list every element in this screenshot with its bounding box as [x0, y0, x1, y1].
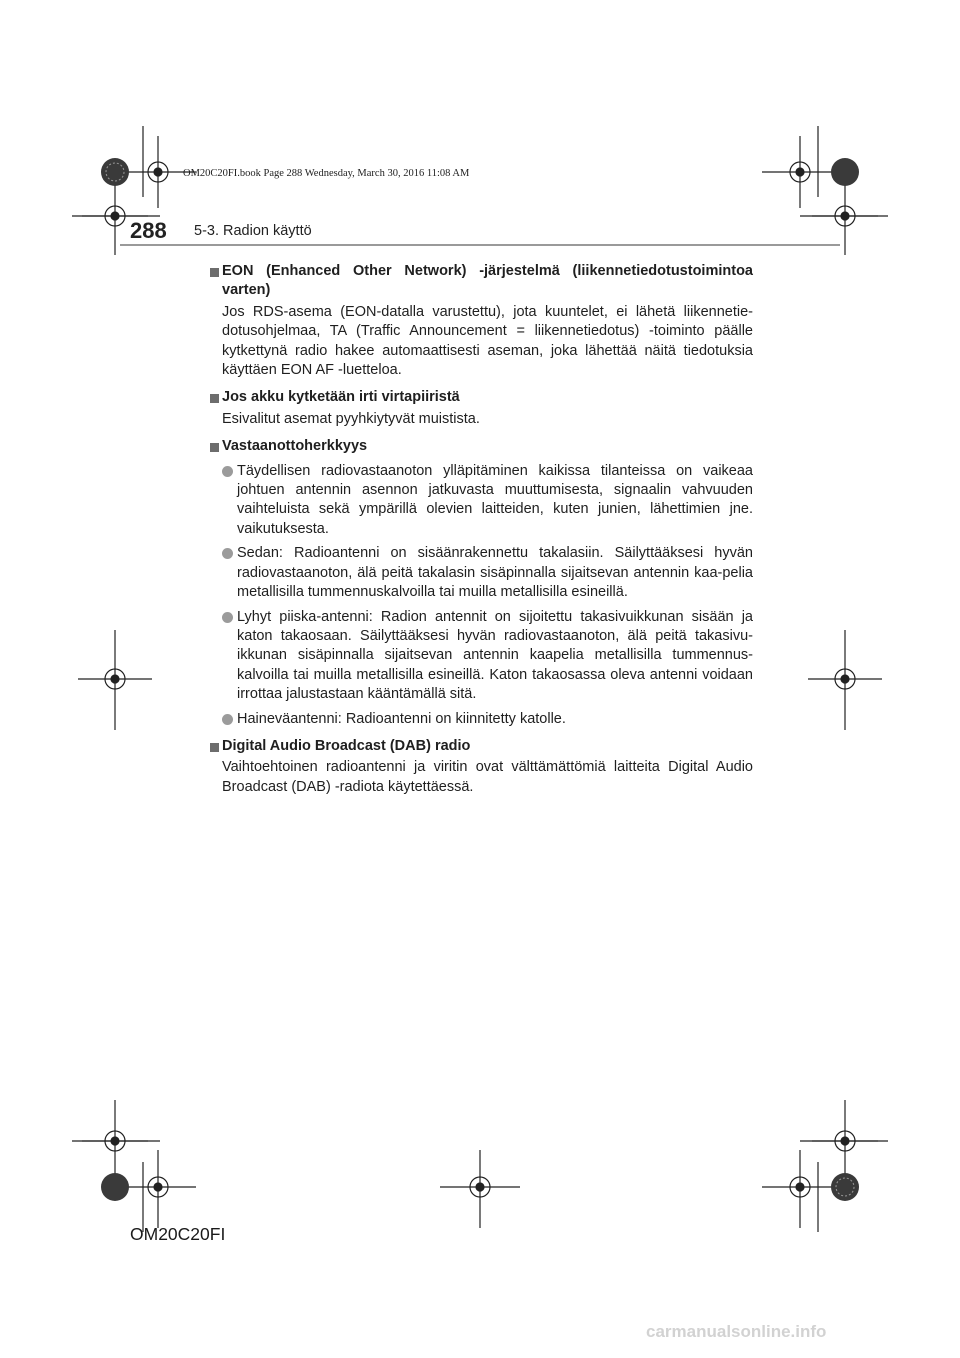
- square-bullet-icon: [210, 394, 219, 403]
- bullet-text: Lyhyt piiska-antenni: Radion antennit on sijoitettu takasivuikkunan sisään ja katon takaosaan. Säilyttääksesi hyvän radiovastaanoton, älä peitä takasivu-ikkunan sisäpinnalla sijaitsevan antennin kaapelia metallisilla tummennus-kalvoilla tai muilla metallisilla esineillä. Katon takaosassa oleva antenni voidaan irrottaa jalustastaan kääntämällä sitä.: [237, 608, 753, 703]
- heading-text: EON (Enhanced Other Network) -järjestelmä (liikennetiedotustoimintoa varten): [222, 263, 753, 299]
- round-bullet-icon: [222, 612, 233, 623]
- bullet-item: [210, 608, 753, 705]
- round-bullet-icon: [222, 714, 233, 725]
- bullet-item: [210, 544, 753, 602]
- square-bullet-icon: [210, 268, 219, 277]
- watermark: carmanualsonline.info: [646, 1322, 827, 1341]
- square-bullet-icon: [210, 443, 219, 452]
- paragraph: Esivalitut asemat pyyhkiytyvät muistista.: [222, 410, 480, 427]
- section-heading: [210, 262, 753, 301]
- heading-text: Vastaanottoherkkyys: [222, 438, 368, 455]
- book-info-line: OM20C20FI.book Page 288 Wednesday, March 30, 2016 11:08 AM: [183, 168, 470, 179]
- page-content: [210, 262, 753, 797]
- heading-text: Digital Audio Broadcast (DAB) radio: [222, 737, 471, 754]
- bullet-item: [210, 462, 753, 540]
- bullet-text: Haineväantenni: Radioantenni on kiinnitetty katolle.: [237, 710, 566, 727]
- paragraph: Jos RDS-asema (EON-datalla varustettu), jota kuuntelet, ei lähetä liikennetie-dotusohjelmaa, TA (Traffic Announcement = liikennetiedotus) -toiminto päälle kytkettynä radio hakee automaattisesti aseman, joka lähettää näitä tiedotuksia käyttäen EON AF -luetteloa.: [222, 303, 753, 379]
- section-title: 5-3. Radion käyttö: [194, 223, 312, 239]
- page-header: [120, 214, 840, 248]
- page-number: 288: [130, 218, 167, 243]
- square-bullet-icon: [210, 743, 219, 752]
- header-divider: [120, 244, 840, 246]
- round-bullet-icon: [222, 466, 233, 477]
- bullet-text: Täydellisen radiovastaanoton ylläpitäminen kaikissa tilanteissa on vaikeaa johtuen antennin asennon jatkuvasta muuttumisesta, signaalin vahvuuden vaihteluista sekä ympärillä olevien laitteiden, kuten junien, lähettimien jne. vaikutuksesta.: [237, 462, 753, 537]
- manual-code: OM20C20FI: [130, 1224, 226, 1244]
- heading-text: Jos akku kytketään irti virtapiiristä: [222, 389, 460, 406]
- paragraph: Vaihtoehtoinen radioantenni ja viritin ovat välttämättömiä laitteita Digital Audio Broadcast (DAB) -radiota käytettäessä.: [222, 759, 753, 795]
- section-heading: [210, 437, 753, 456]
- bullet-text: Sedan: Radioantenni on sisäänrakennettu takalasiin. Säilyttääksesi hyvän radiovastaanoton, älä peitä takalasin sisäpinnalla sijaitsevan antennin kaa-pelia metallisilla tummennuskalvoilla tai muilla metallisilla esineillä.: [237, 545, 753, 601]
- round-bullet-icon: [222, 548, 233, 559]
- section-heading: [210, 388, 753, 407]
- section-heading: [210, 737, 753, 756]
- bullet-item: [210, 710, 753, 729]
